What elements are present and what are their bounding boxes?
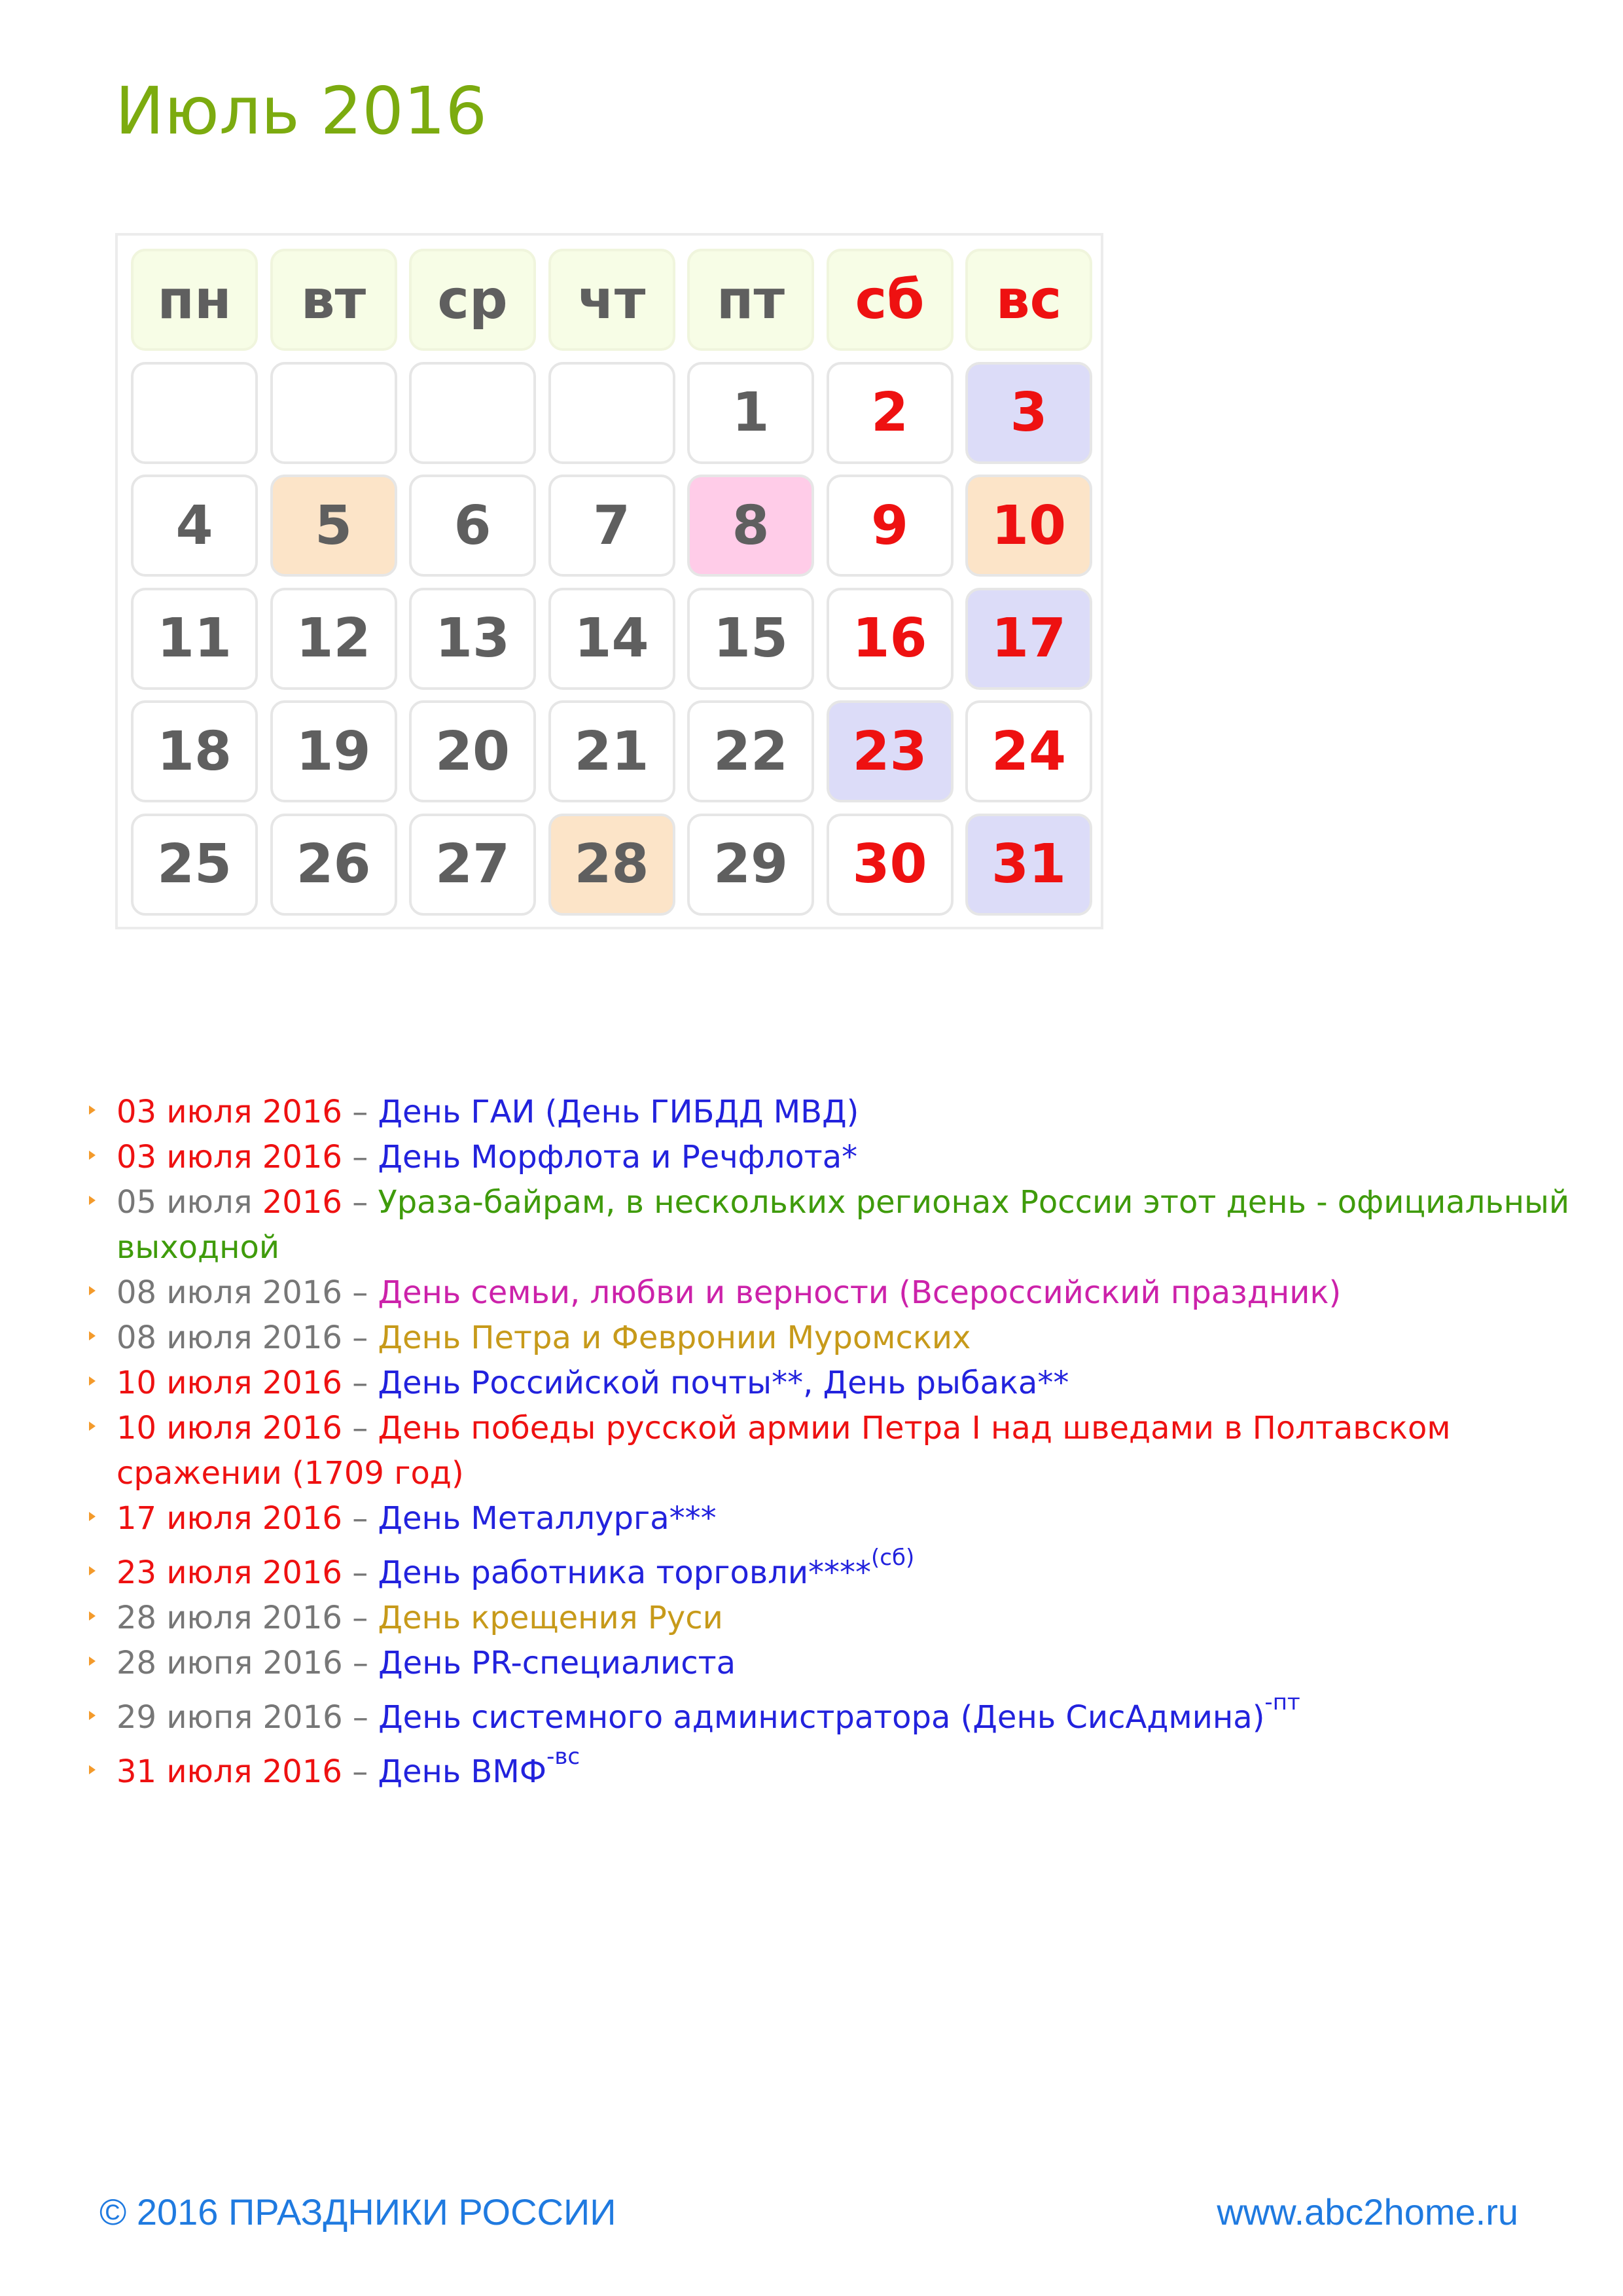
day-cell: 10 [965,475,1092,577]
holiday-dash: – [352,1753,368,1790]
holiday-list [89,1090,1575,1795]
holiday-name: День ГАИ (День ГИБДД МВД) [378,1094,859,1130]
day-cell: 15 [687,588,814,690]
holiday-dash: – [352,1274,368,1311]
day-cell: 6 [409,475,536,577]
bullet-arrow-icon [89,1331,96,1340]
holiday-name: День Российской почты**, День рыбака** [378,1365,1069,1401]
bullet-arrow-icon [89,1105,96,1115]
day-cell: 16 [827,588,954,690]
holiday-name: День системного администратора (День СисАдмина) [378,1699,1265,1736]
footer-site-link[interactable]: www.abc2home.ru [1217,2191,1518,2233]
holiday-day: 28 июля [116,1600,253,1636]
holiday-item [89,1135,1575,1180]
day-cell: 3 [965,362,1092,464]
holiday-item [89,1180,1575,1270]
holiday-dash: – [352,1139,368,1175]
holiday-day: 10 июля [116,1410,253,1446]
day-cell: 22 [687,700,814,802]
empty-day-cell [131,362,258,464]
holiday-day: 23 июля [116,1554,253,1591]
holiday-day: 08 июля [116,1319,253,1356]
bullet-arrow-icon [89,1422,96,1431]
holiday-name: День Металлурга*** [378,1500,717,1537]
holiday-name: День Морфлота и Речфлота* [378,1139,858,1175]
day-cell: 9 [827,475,954,577]
holiday-item [89,1090,1575,1135]
day-cell: 29 [687,814,814,916]
holiday-name: День ВМФ [378,1753,547,1790]
holiday-year: 2016 [262,1319,342,1356]
day-cell: 17 [965,588,1092,690]
day-cell: 2 [827,362,954,464]
day-cell: 28 [548,814,675,916]
holiday-dash: – [352,1699,368,1736]
bullet-arrow-icon [89,1765,96,1774]
day-cell: 5 [270,475,397,577]
holiday-year: 2016 [262,1753,342,1790]
holiday-year: 2016 [262,1094,342,1130]
holiday-day: 05 июля [116,1184,253,1221]
holiday-dash: – [352,1600,368,1636]
day-cell: 26 [270,814,397,916]
holiday-name: День работника торговли**** [378,1554,872,1591]
holiday-dash: – [352,1319,368,1356]
holiday-name: День крещения Руси [378,1600,723,1636]
holiday-year: 2016 [262,1274,342,1311]
empty-day-cell [270,362,397,464]
day-cell: 23 [827,700,954,802]
day-cell: 12 [270,588,397,690]
bullet-arrow-icon [89,1566,96,1575]
bullet-arrow-icon [89,1196,96,1205]
bullet-arrow-icon [89,1286,96,1295]
holiday-day: 10 июля [116,1365,253,1401]
day-cell: 18 [131,700,258,802]
holiday-name: День семьи, любви и верности (Всероссийский праздник) [378,1274,1342,1311]
holiday-day: 29 июпя [116,1699,253,1736]
calendar-grid [115,233,1103,929]
holiday-dash: – [352,1365,368,1401]
day-cell: 19 [270,700,397,802]
holiday-item [89,1316,1575,1361]
weekday-header: ср [409,249,536,351]
day-cell: 14 [548,588,675,690]
holiday-name: День PR-специалиста [378,1645,736,1681]
empty-day-cell [548,362,675,464]
holiday-dash: – [352,1094,368,1130]
holiday-item [89,1270,1575,1316]
weekday-header: вт [270,249,397,351]
day-cell: 7 [548,475,675,577]
footer-copyright: © 2016 ПРАЗДНИКИ РОССИИ [99,2191,616,2233]
holiday-year: 2016 [262,1365,342,1401]
holiday-item [89,1496,1575,1541]
bullet-arrow-icon [89,1711,96,1720]
bullet-arrow-icon [89,1611,96,1621]
holiday-note: -вс [546,1744,580,1770]
holiday-note: (сб) [871,1545,915,1571]
holiday-day: 31 июля [116,1753,253,1790]
holiday-item [89,1361,1575,1406]
holiday-dash: – [352,1410,368,1446]
holiday-item [89,1744,1575,1795]
bullet-arrow-icon [89,1657,96,1666]
holiday-year: 2016 [262,1600,342,1636]
holiday-dash: – [352,1645,368,1681]
holiday-item [89,1406,1575,1496]
holiday-name: День победы русской армии Петра I над шведами в Полтавском сражении (1709 год) [116,1410,1451,1492]
holiday-item [89,1689,1575,1740]
day-cell: 21 [548,700,675,802]
holiday-name: Ураза-байрам, в нескольких регионах России этот день - официальный выходной [116,1184,1570,1266]
holiday-year: 2016 [262,1139,342,1175]
day-cell: 20 [409,700,536,802]
weekday-header: чт [548,249,675,351]
holiday-day: 28 июпя [116,1645,253,1681]
bullet-arrow-icon [89,1376,96,1386]
holiday-note: -пт [1264,1689,1300,1715]
day-cell: 8 [687,475,814,577]
holiday-day: 08 июля [116,1274,253,1311]
day-cell: 4 [131,475,258,577]
day-cell: 24 [965,700,1092,802]
day-cell: 25 [131,814,258,916]
holiday-name: День Петра и Февронии Муромских [378,1319,971,1356]
holiday-year: 2016 [262,1410,342,1446]
weekday-header: сб [827,249,954,351]
holiday-dash: – [352,1500,368,1537]
holiday-day: 17 июля [116,1500,253,1537]
page-title: Июль 2016 [115,73,488,149]
day-cell: 31 [965,814,1092,916]
holiday-year: 2016 [262,1645,343,1681]
day-cell: 27 [409,814,536,916]
bullet-arrow-icon [89,1512,96,1521]
holiday-year: 2016 [262,1500,342,1537]
holiday-year: 2016 [262,1554,342,1591]
weekday-header: вс [965,249,1092,351]
holiday-year: 2016 [262,1699,343,1736]
weekday-header: пт [687,249,814,351]
holiday-item [89,1596,1575,1641]
bullet-arrow-icon [89,1151,96,1160]
day-cell: 1 [687,362,814,464]
holiday-day: 03 июля [116,1094,253,1130]
holiday-year: 2016 [262,1184,342,1221]
holiday-dash: – [352,1184,368,1221]
holiday-day: 03 июля [116,1139,253,1175]
day-cell: 13 [409,588,536,690]
day-cell: 11 [131,588,258,690]
holiday-dash: – [352,1554,368,1591]
empty-day-cell [409,362,536,464]
day-cell: 30 [827,814,954,916]
weekday-header: пн [131,249,258,351]
holiday-item [89,1641,1575,1686]
holiday-item [89,1545,1575,1596]
